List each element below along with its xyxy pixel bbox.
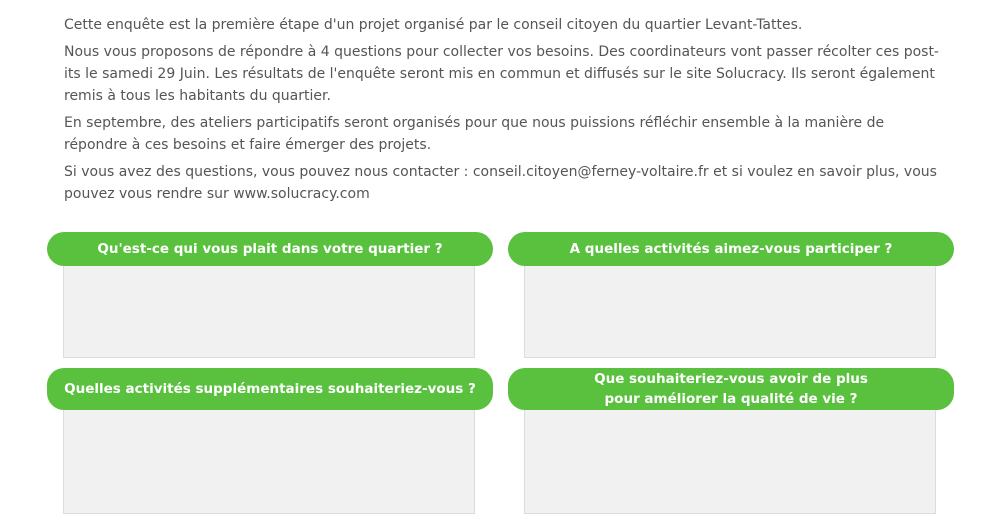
question-header-4 — [508, 368, 954, 410]
question-label-4-line-1: Que souhaiteriez-vous avoir de plus — [594, 371, 868, 387]
question-header-3 — [47, 368, 493, 410]
question-card-1 — [47, 232, 493, 266]
intro-paragraph-4: Si vous avez des questions, vous pouvez nous contacter : conseil.citoyen@ferney-voltaire.fr et si voulez en savoir plus, vous pouvez vous rendre sur www.solucracy.com — [64, 164, 937, 202]
intro-paragraph-2: Nous vous proposons de répondre à 4 questions pour collecter vos besoins. Des coordinateurs vont passer récolter ces post-its le samedi 29 Juin. Les résultats de l'enquête seront mis en commun et diffusés sur le site Solucracy. Ils seront également remis à tous les habitants du quartier. — [64, 44, 939, 104]
question-card-2 — [508, 232, 954, 266]
answer-box-1[interactable] — [63, 264, 475, 358]
question-label-3: Quelles activités supplémentaires souhaiteriez-vous ? — [64, 381, 476, 397]
answer-box-2[interactable] — [524, 264, 936, 358]
question-header-1 — [47, 232, 493, 266]
question-card-3 — [47, 368, 493, 410]
question-label-1: Qu'est-ce qui vous plait dans votre quartier ? — [97, 241, 443, 257]
answer-box-4[interactable] — [524, 408, 936, 514]
question-label-2: A quelles activités aimez-vous participer ? — [569, 241, 893, 257]
question-header-2 — [508, 232, 954, 266]
intro-paragraph-1: Cette enquête est la première étape d'un projet organisé par le conseil citoyen du quartier Levant-Tattes. — [64, 17, 803, 33]
answer-box-3[interactable] — [63, 408, 475, 514]
question-label-4-line-2: pour améliorer la qualité de vie ? — [604, 391, 858, 407]
intro-paragraph-3: En septembre, des ateliers participatifs seront organisés pour que nous puissions réfléchir ensemble à la manière de répondre à ces besoins et faire émerger des projets. — [64, 115, 885, 153]
intro-text — [64, 14, 944, 210]
question-card-4 — [508, 368, 954, 410]
